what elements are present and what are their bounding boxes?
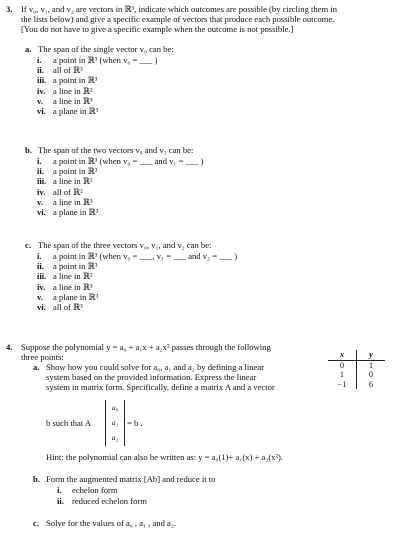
- part-3b-stem: The span of the two vectors v₀ and v₁ can be:: [38, 145, 194, 155]
- table-cell-x: −1: [337, 379, 347, 389]
- table-header-x: x: [328, 350, 357, 360]
- table-cell-y: 0: [357, 370, 386, 380]
- part-3c-option-label[interactable]: v.: [37, 291, 43, 302]
- part-4c-stem: Solve for the values of a₀ , a₁ , and a₂.: [46, 518, 176, 528]
- table-row: [328, 370, 385, 380]
- part-3c-option-text[interactable]: a line in ℝ³: [53, 281, 93, 292]
- part-3c-option-text[interactable]: a point in ℝ³: [53, 261, 98, 272]
- part-4a-equals: = b .: [127, 418, 143, 428]
- part-4a-line3: system in matrix form. Specifically, define a matrix A and a vector: [46, 382, 275, 392]
- part-4a-line2: system based on the provided information. Express the linear: [46, 372, 257, 382]
- part-3b-option-label[interactable]: vi.: [37, 207, 46, 217]
- part-3b-option-text[interactable]: a line in ℝ²: [53, 176, 93, 187]
- part-3c-option-text[interactable]: all of ℝ³: [53, 302, 83, 312]
- part-3c-option-text[interactable]: a point in ℝ³ (when v₀ = ___, v₁ = ___ and v₂ = ___ ): [53, 251, 238, 261]
- part-3a-option-label[interactable]: vi.: [37, 106, 46, 116]
- part-3a-option-label[interactable]: iii.: [37, 75, 47, 86]
- part-3b-option-text[interactable]: a point in ℝ³: [53, 166, 98, 177]
- part-3b-option-text[interactable]: a plane in ℝ³: [53, 207, 99, 217]
- part-3a-option-label[interactable]: iv.: [37, 85, 46, 96]
- part-4b-stem: Form the augmented matrix [Ab] and reduce it to: [46, 474, 216, 484]
- part-3c-option-text[interactable]: a line in ℝ²: [53, 271, 93, 282]
- part-4a-line1: Show how you could solve for a₀, a₁ and a₂ by defining a linear: [46, 362, 265, 372]
- part-3b-option-text[interactable]: a point in ℝ³ (when v₀ = ___ and v₁ = ___ ): [53, 156, 204, 166]
- part-4b-label: b.: [33, 474, 40, 484]
- part-3a-option-text[interactable]: a line in ℝ²: [53, 85, 93, 96]
- question-4-number: 4.: [6, 342, 13, 352]
- part-3a-option-text[interactable]: a point in ℝ³: [53, 75, 98, 86]
- part-3a-option-text[interactable]: a point in ℝ³ (when v₀ = ___ ): [53, 55, 158, 65]
- part-3a-option-label[interactable]: ii.: [37, 65, 44, 76]
- part-4b-option-ii-text: reduced echelon form: [72, 496, 147, 506]
- part-3a-option-text[interactable]: a line in ℝ³: [53, 95, 93, 106]
- part-3c-label: c.: [25, 240, 31, 250]
- part-3a-label: a.: [25, 44, 32, 54]
- part-3a-option-text[interactable]: a plane in ℝ³: [53, 106, 99, 116]
- question-3-intro-line3: [You do not have to give a specific example when the outcome is not possible.]: [21, 24, 294, 34]
- part-4a-hint: Hint: the polynomial can also be written as: y = a₀(1)+ a₁(x) + a₂(x²).: [46, 452, 284, 462]
- question-3-number: 3.: [6, 4, 13, 14]
- table-cell-y: 1: [357, 360, 386, 370]
- question-3-intro-line2: the lists below) and give a specific example of vectors that produce each possible outcome.: [21, 14, 335, 24]
- part-4b-option-ii-label: ii.: [57, 496, 64, 506]
- part-3c-stem: The span of the three vectors v₀, v₁, and v₂ can be:: [38, 240, 212, 250]
- table-header-y: y: [357, 350, 386, 360]
- points-table: [328, 350, 385, 389]
- vector-entry-a0: a₀: [111, 403, 119, 412]
- part-3b-option-label[interactable]: i.: [37, 156, 42, 166]
- table-cell-x: 1: [339, 370, 345, 380]
- part-4a-label: a.: [33, 362, 40, 372]
- part-3b-option-text[interactable]: all of ℝ²: [53, 186, 83, 197]
- question-3-intro-line1: If v₀, v₁, and v₂ are vectors in ℝ³, indicate which outcomes are possible (by circling them in: [21, 4, 338, 14]
- vector-entry-a1: a₁: [111, 418, 119, 427]
- part-3c-option-label[interactable]: iii.: [37, 271, 47, 282]
- table-cell-x: 0: [339, 360, 345, 370]
- question-4-intro-line2: three points:: [21, 352, 64, 362]
- part-3c-option-label[interactable]: i.: [37, 251, 42, 261]
- table-row: [328, 360, 385, 370]
- part-3a-option-label[interactable]: i.: [37, 55, 42, 65]
- part-3b-option-label[interactable]: v.: [37, 196, 43, 207]
- part-3b-option-label[interactable]: ii.: [37, 166, 44, 177]
- part-3c-option-label[interactable]: vi.: [37, 302, 46, 312]
- part-3b-label: b.: [25, 145, 32, 155]
- part-4c-label: c.: [33, 518, 39, 528]
- part-3c-option-text[interactable]: a plane in ℝ³: [53, 291, 99, 302]
- part-3c-option-label[interactable]: ii.: [37, 261, 44, 272]
- unknown-vector: [105, 400, 125, 446]
- table-row: [328, 380, 385, 390]
- part-4a-such-that: b such that A: [46, 418, 92, 428]
- part-3a-option-label[interactable]: v.: [37, 95, 43, 106]
- part-3a-option-text[interactable]: all of ℝ³: [53, 65, 83, 76]
- part-4b-option-i-text: echelon form: [72, 485, 118, 495]
- question-4-intro-line1: Suppose the polynomial y = a₀ + a₁x + a₂x² passes through the following: [21, 342, 271, 352]
- table-cell-y: 6: [357, 380, 386, 390]
- vector-entry-a2: a₂: [111, 433, 119, 442]
- part-4b-option-i-label: i.: [57, 485, 62, 495]
- part-3b-option-label[interactable]: iv.: [37, 186, 46, 197]
- part-3b-option-label[interactable]: iii.: [37, 176, 47, 187]
- part-3b-option-text[interactable]: a line in ℝ³: [53, 196, 93, 207]
- part-3c-option-label[interactable]: iv.: [37, 281, 46, 292]
- part-3a-stem: The span of the single vector v₀ can be:: [38, 44, 174, 54]
